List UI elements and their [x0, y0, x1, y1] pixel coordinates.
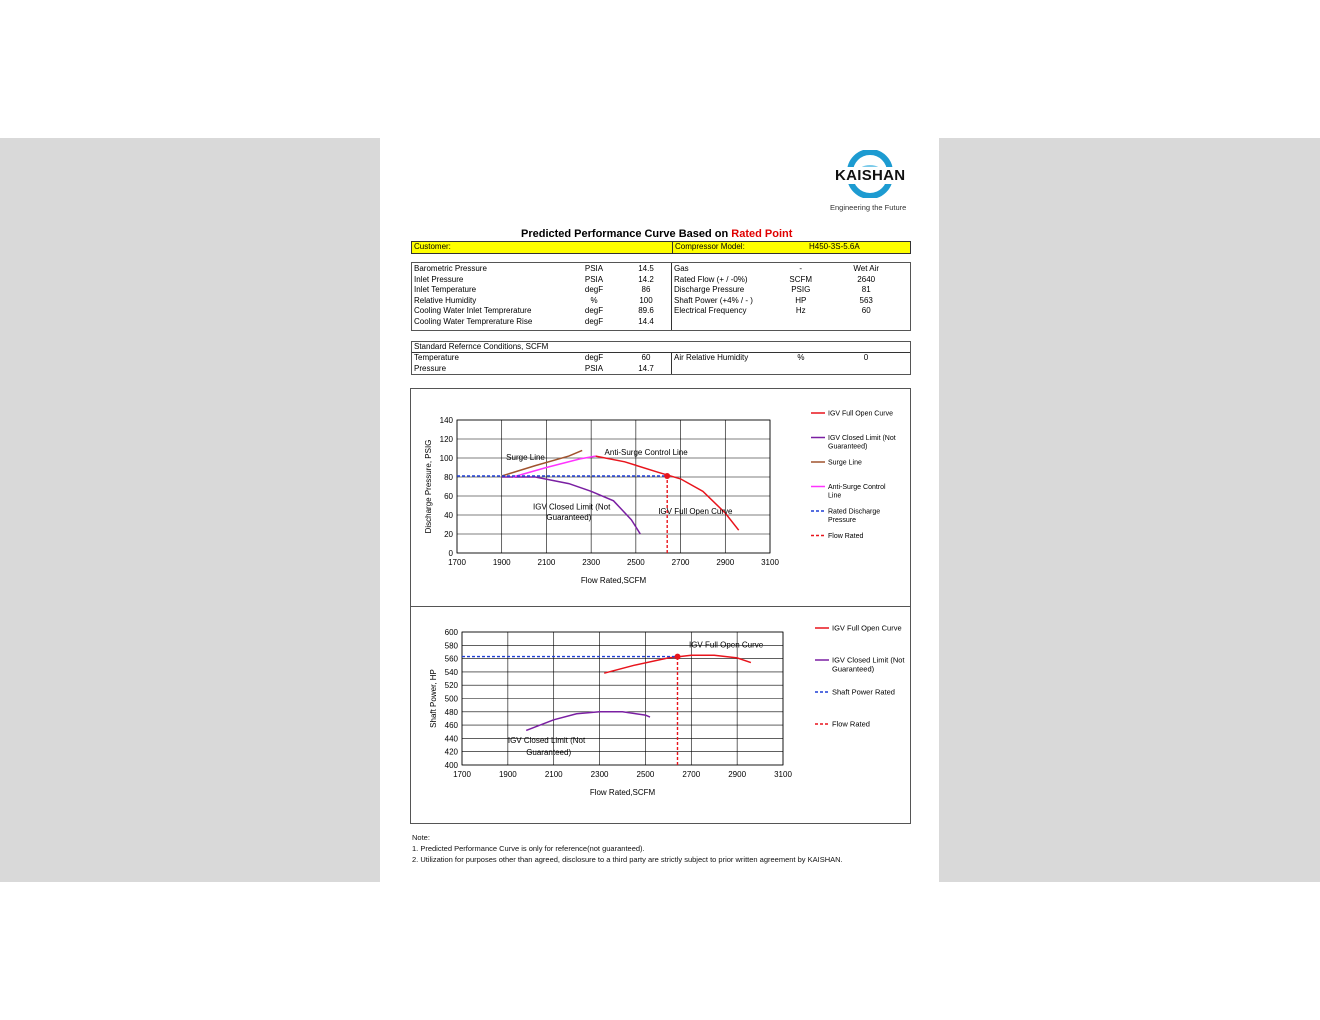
standard-heading: Standard Refernce Conditions, SCFM	[414, 342, 549, 351]
x-tick-label: 1700	[448, 558, 466, 567]
condition-unit: degF	[584, 306, 604, 315]
condition-value: 2640	[857, 274, 876, 284]
condition-unit: degF	[584, 316, 604, 326]
condition-unit: PSIA	[584, 363, 604, 373]
condition-row	[672, 285, 910, 296]
x-tick-label: 2500	[626, 558, 645, 567]
condition-value: 14.2	[638, 274, 654, 284]
x-tick-label: 2900	[716, 558, 735, 567]
condition-value: 563	[859, 295, 873, 305]
y-axis-label: Discharge Pressure, PSIG	[424, 439, 433, 534]
condition-unit: PSIG	[791, 285, 811, 294]
condition-row	[412, 364, 676, 375]
condition-label: Shaft Power (+4% / - )	[674, 295, 753, 305]
condition-unit: HP	[795, 295, 807, 305]
condition-unit: -	[799, 264, 803, 273]
chart-annotation: IGV Full Open Curve	[658, 507, 733, 517]
condition-row	[412, 317, 676, 328]
y-tick-label: 500	[444, 694, 458, 704]
condition-value: 81	[861, 285, 871, 294]
y-tick-label: 400	[444, 761, 458, 770]
y-tick-label: 0	[448, 549, 453, 558]
legend-entry: Rated Discharge Pressure	[828, 508, 881, 524]
y-tick-label: 140	[439, 416, 453, 425]
x-tick-label: 2900	[728, 770, 747, 779]
chart-annotation: Surge Line	[506, 452, 545, 462]
chart-annotation: IGV Full Open Curve	[688, 640, 764, 650]
std-right-unit: %	[797, 353, 805, 362]
standard-box	[411, 341, 911, 375]
y-tick-label: 560	[444, 654, 458, 664]
y-tick-label: 580	[444, 641, 458, 651]
x-tick-label: 1700	[453, 770, 471, 779]
condition-value: 60	[641, 353, 651, 362]
document-page	[380, 138, 939, 882]
y-tick-label: 40	[444, 511, 453, 520]
x-tick-label: 1900	[492, 558, 511, 567]
condition-label: Cooling Water Inlet Temprerature	[414, 306, 532, 315]
x-axis-label: Flow Rated,SCFM	[580, 576, 647, 585]
condition-value: 100	[639, 295, 653, 305]
x-tick-label: 3100	[774, 770, 792, 779]
customer-label: Customer:	[412, 242, 673, 254]
legend-entry: Shaft Power Rated	[832, 687, 895, 697]
conditions-box	[411, 262, 911, 331]
conditions-right-table	[672, 264, 910, 317]
condition-label: Discharge Pressure	[674, 285, 745, 294]
note-1: 1. Predicted Performance Curve is only for reference(not guaranteed).	[412, 844, 645, 853]
logo-tagline: Engineering the Future	[830, 203, 907, 212]
condition-unit: degF	[584, 353, 604, 362]
condition-label: Rated Flow (+ / -0%)	[674, 274, 748, 284]
condition-unit: PSIA	[584, 264, 604, 273]
header-table	[411, 241, 911, 254]
condition-label: Inlet Pressure	[414, 274, 464, 284]
condition-unit: Hz	[795, 306, 806, 315]
condition-row	[672, 264, 910, 275]
x-tick-label: 2500	[636, 770, 655, 779]
legend-entry: Flow Rated	[832, 719, 870, 729]
page-title: Predicted Performance Curve Based on Rated Point	[521, 228, 793, 240]
legend-entry: Surge Line	[828, 459, 862, 467]
condition-unit: SCFM	[789, 274, 813, 284]
standard-right-table	[672, 353, 910, 364]
x-tick-label: 2700	[671, 558, 690, 567]
y-tick-label: 60	[444, 492, 453, 501]
title-highlight: Rated Point	[731, 228, 793, 240]
condition-row	[672, 275, 910, 286]
y-tick-label: 480	[444, 707, 458, 717]
x-axis-label: Flow Rated,SCFM	[589, 788, 656, 797]
condition-value: 86	[641, 285, 651, 294]
y-tick-label: 80	[444, 473, 453, 482]
chart-annotation: IGV Closed Limit (Not	[507, 736, 586, 746]
power-chart	[411, 607, 910, 823]
y-tick-label: 440	[444, 734, 458, 744]
condition-label: Pressure	[414, 363, 447, 373]
condition-label: Cooling Water Temprerature Rise	[414, 316, 533, 326]
condition-value: 89.6	[638, 306, 654, 315]
chart-annotation: Guaranteed)	[526, 748, 572, 758]
condition-label: Inlet Temperature	[414, 285, 477, 294]
chart-annotation: IGV Closed Limit (Not	[533, 502, 611, 512]
x-tick-label: 2300	[582, 558, 601, 567]
y-tick-label: 540	[444, 667, 458, 677]
legend-entry: IGV Full Open Curve	[828, 410, 893, 418]
x-tick-label: 1900	[498, 770, 517, 779]
model-label: Compressor Model:	[673, 242, 808, 254]
logo-name: KAISHAN	[835, 167, 906, 184]
condition-unit: PSIA	[584, 274, 604, 284]
rated-point	[664, 473, 670, 479]
condition-row	[412, 353, 676, 364]
y-tick-label: 20	[444, 530, 453, 539]
y-tick-label: 520	[444, 681, 458, 691]
notes-heading: Note:	[412, 833, 430, 842]
legend-entry: Flow Rated	[828, 533, 864, 540]
condition-row	[412, 264, 676, 275]
legend-entry: Anti-Surge Control Line	[828, 484, 886, 500]
legend-entry: IGV Closed Limit (Not Guaranteed)	[832, 655, 905, 674]
condition-label: Relative Humidity	[414, 295, 477, 305]
y-axis-label: Shaft Power, HP	[429, 669, 438, 728]
chart-annotation: Guaranteed)	[546, 512, 592, 522]
std-right-value: 0	[863, 353, 869, 362]
chart-annotation: Anti-Surge Control Line	[604, 448, 688, 458]
y-tick-label: 100	[439, 454, 453, 463]
x-tick-label: 2700	[682, 770, 701, 779]
condition-row	[412, 275, 676, 286]
condition-value: 60	[861, 306, 871, 315]
conditions-left-table	[412, 264, 676, 327]
condition-value: 14.4	[638, 316, 654, 326]
condition-value: 14.7	[638, 363, 654, 373]
condition-unit: %	[590, 295, 598, 305]
x-tick-label: 2300	[590, 770, 609, 779]
condition-row	[412, 306, 676, 317]
condition-row	[412, 285, 676, 296]
pressure-chart	[411, 389, 910, 606]
condition-label: Gas	[674, 264, 689, 273]
condition-label: Electrical Frequency	[674, 306, 747, 315]
condition-label: Barometric Pressure	[414, 264, 487, 273]
legend-entry: IGV Full Open Curve	[832, 623, 902, 633]
plot-area	[457, 420, 770, 553]
x-tick-label: 3100	[761, 558, 779, 567]
condition-row	[412, 296, 676, 307]
legend-entry: IGV Closed Limit (Not Guaranteed)	[828, 435, 896, 451]
charts-frame	[410, 388, 911, 824]
y-tick-label: 600	[444, 628, 458, 637]
y-tick-label: 460	[444, 721, 458, 731]
std-right-label: Air Relative Humidity	[674, 353, 749, 362]
condition-row	[672, 306, 910, 317]
condition-unit: degF	[584, 285, 604, 294]
y-tick-label: 420	[444, 747, 458, 757]
rated-point	[675, 654, 681, 660]
x-tick-label: 2100	[537, 558, 556, 567]
condition-value: 14.5	[638, 264, 654, 273]
y-tick-label: 120	[439, 435, 453, 444]
condition-value: Wet Air	[853, 264, 880, 273]
model-value: H450-3S-5.6A	[807, 242, 911, 254]
standard-left-table	[412, 353, 676, 374]
condition-label: Temperature	[414, 353, 459, 362]
note-2: 2. Utilization for purposes other than agreed, disclosure to a third party are strictly subject to prior written agreement by KAISHAN.	[412, 855, 843, 864]
condition-row	[672, 296, 910, 307]
x-tick-label: 2100	[544, 770, 563, 779]
